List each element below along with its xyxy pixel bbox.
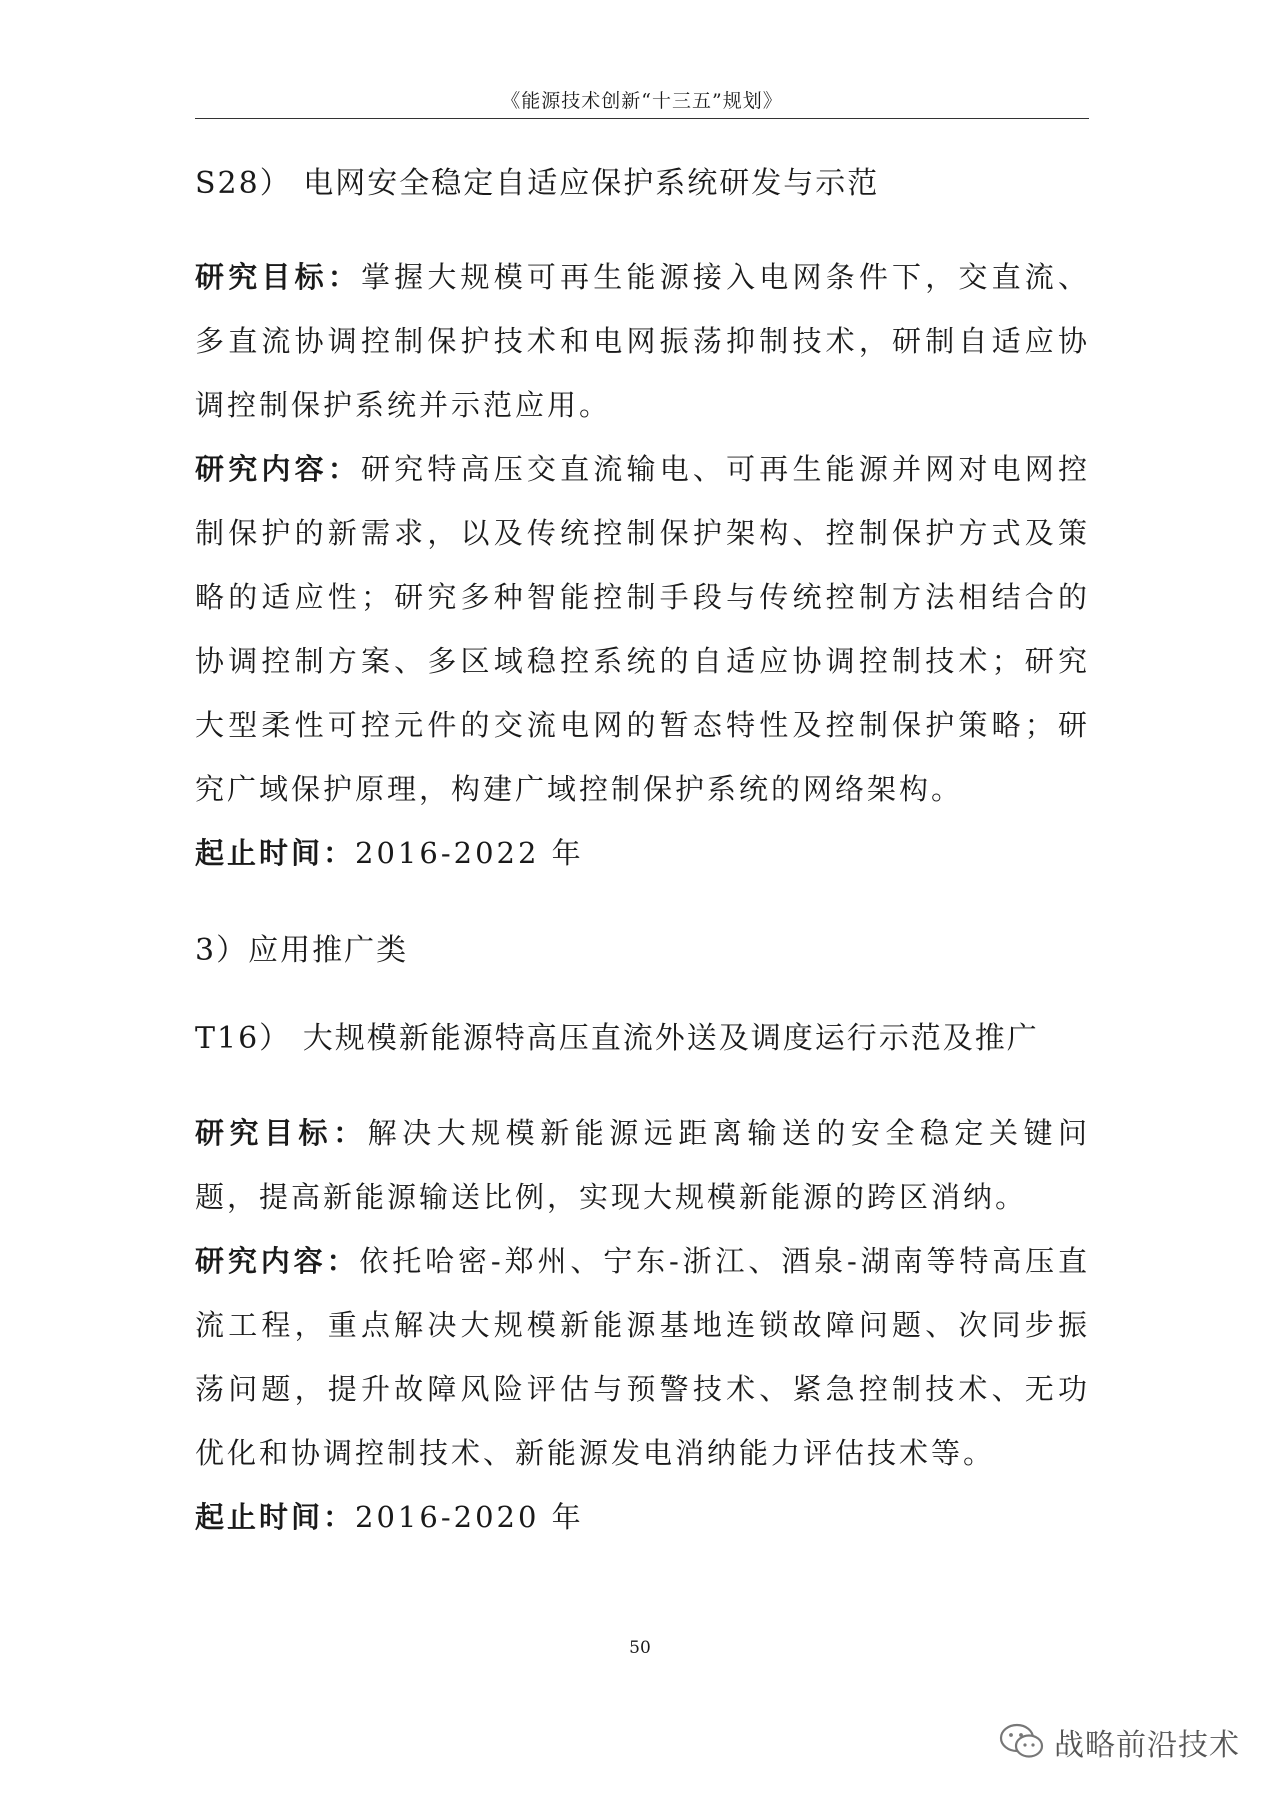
t16-time-text: 2016-2020 年 [355,1500,584,1534]
t16-time [195,1485,1090,1549]
t16-goal-text: 解决大规模新能源远距离输送的安全稳定关键问题，提高新能源输送比例，实现大规模新能源的跨区消纳。 [195,1116,1090,1214]
s28-time-label: 起止时间： [195,836,356,870]
page-body [195,160,1090,1549]
t16-goal [195,1101,1090,1229]
category-title: 3）应用推广类 [195,933,409,968]
wechat-icon [998,1722,1046,1762]
watermark [998,1720,1240,1764]
s28-time-text: 2016-2022 年 [355,836,584,870]
s28-content-label: 研究内容： [195,452,361,486]
s28-goal-text: 掌握大规模可再生能源接入电网条件下，交直流、多直流协调控制保护技术和电网振荡抑制技术，研制自适应协调控制保护系统并示范应用。 [195,260,1090,422]
section-title-t16: T16） 大规模新能源特高压直流外送及调度运行示范及推广 [195,1021,1039,1056]
s28-time [195,821,1090,885]
page-number: 50 [629,1638,651,1658]
s28-content [195,437,1090,821]
running-header: 《能源技术创新“十三五”规划》 [501,90,783,112]
s28-goal-label: 研究目标： [195,260,361,294]
watermark-text: 战略前沿技术 [1054,1728,1240,1763]
t16-content [195,1229,1090,1485]
t16-content-label: 研究内容： [195,1244,360,1278]
section-title-s28: S28） 电网安全稳定自适应保护系统研发与示范 [195,166,880,201]
header-rule [195,118,1089,119]
t16-content-text: 依托哈密-郑州、宁东-浙江、酒泉-湖南等特高压直流工程，重点解决大规模新能源基地连锁故障问题、次同步振荡问题，提升故障风险评估与预警技术、紧急控制技术、无功优化和协调控制技术、新能源发电消纳能力评估技术等。 [195,1244,1090,1470]
s28-content-text: 研究特高压交直流输电、可再生能源并网对电网控制保护的新需求，以及传统控制保护架构、控制保护方式及策略的适应性；研究多种智能控制手段与传统控制方法相结合的协调控制方案、多区域稳控系统的自适应协调控制技术；研究大型柔性可控元件的交流电网的暂态特性及控制保护策略；研究广域保护原理，构建广域控制保护系统的网络架构。 [195,452,1090,806]
t16-goal-label: 研究目标： [195,1116,368,1150]
t16-time-label: 起止时间： [195,1500,356,1534]
s28-goal [195,245,1090,437]
